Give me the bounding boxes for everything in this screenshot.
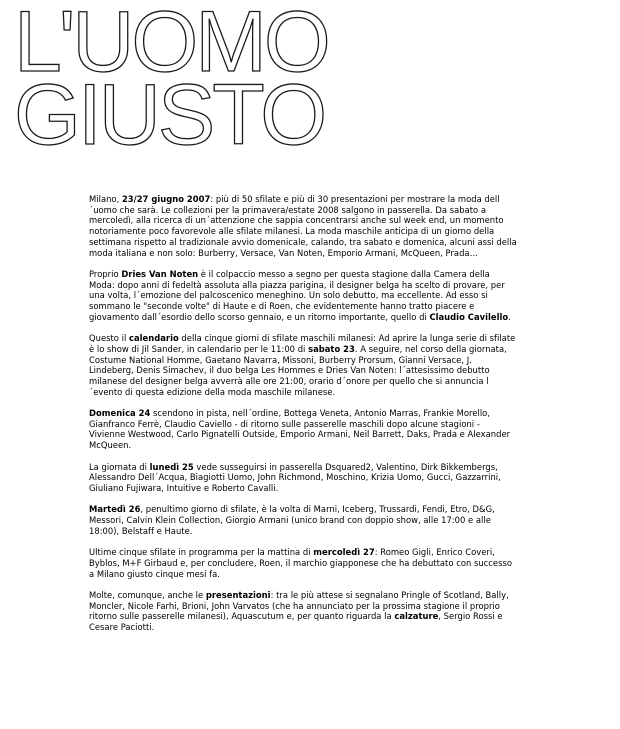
text-run: : Romeo Gigli, Enrico Coveri, Byblos, M+F Girbaud e, per concludere, Roen, il marchio giapponese che ha debuttato con successo a Milano giusto cinque mesi fa. <box>89 547 513 579</box>
text-run: Milano, <box>89 194 122 204</box>
paragraph-dries-van-noten <box>89 269 517 323</box>
text-run: della cinque giorni di sfilate maschili milanesi: Ad aprire la lunga serie di sfilate è lo show di Jil Sander, in calendario per le 11:00 di <box>89 333 516 354</box>
headline <box>14 0 328 163</box>
text-run: , Sergio Rossi e Cesare Paciotti. <box>89 611 503 633</box>
headline-line-1: L'UOMO <box>14 0 328 90</box>
bold-text: sabato 23 <box>308 343 355 354</box>
text-run: Molte, comunque, anche le <box>89 589 206 600</box>
text-run: Proprio <box>89 268 122 279</box>
bold-text: 23/27 giugno 2007 <box>121 194 211 204</box>
text-run: Questo il <box>89 333 130 344</box>
paragraph-martedi <box>89 504 517 536</box>
paragraph-lunedi <box>89 462 517 494</box>
bold-text: lunedì 25 <box>149 461 194 472</box>
text-run: . A seguire, nel corso della giornata, Costume National Homme, Gaetano Navarra, Missoni, Burberry Prorsum, Gianni Versace, J. Lindeberg, Denis Simachev, il duo belga Les Hommes e Dries Van Noten: l´attesissimo debutto milanese del designer belga avverrà alle ore 21:00, orario d´onore per quello che si annuncia l´evento di questa edizione della moda maschile milanese. <box>89 343 507 397</box>
bold-text: Domenica 24 <box>89 408 151 419</box>
text-run: è il colpaccio messo a segno per questa stagione dalla Camera della Moda: dopo anni di fedeltà assoluta alla piazza parigina, il designer belga ha scelto di provare, per una volta, l´emozione del palcoscenico meneghino. Un solo debutto, ma eccellente. Ad esso si sommano le "seconde volte" di Haute e di Roen, che evidentemente hanno tratto piacere e giovamento dall´esordio dello scorso gennaio, e un ritorno importante, quello di <box>89 268 505 322</box>
paragraph-domenica <box>89 408 517 451</box>
bold-text: Martedì 26 <box>89 504 141 515</box>
paragraph-presentazioni <box>89 590 517 633</box>
text-run: Ultime cinque sfilate in programma per la mattina di <box>89 547 314 558</box>
bold-text: Dries Van Noten <box>121 268 199 279</box>
paragraph-intro <box>89 194 517 258</box>
bold-text: calzature <box>394 611 439 622</box>
bold-text: Claudio Cavilello <box>429 311 509 322</box>
paragraph-mercoledi <box>89 547 517 579</box>
text-run: scendono in pista, nell´ordine, Bottega Veneta, Antonio Marras, Frankie Morello, Gianfranco Ferrè, Claudio Caviello - di ritorno sulle passerelle maschili dopo alcune stagioni - Vivienne Westwood, Carlo Pignatelli Outside, Emporio Armani, Neil Barrett, Daks, Prada e Alexander McQueen. <box>89 408 511 451</box>
bold-text: mercoledì 27 <box>313 547 375 558</box>
paragraph-calendario <box>89 333 517 397</box>
text-run: . <box>508 311 511 322</box>
text-run: : più di 50 sfilate e più di 30 presentazioni per mostrare la moda dell´uomo che sarà. Le collezioni per la primavera/estate 2008 salgono in passerella. Da sabato a mercoledì, alla ricerca di un´attenzione che sappia concentrarsi anche sul week end, un momento notoriamente poco favorevole alle sfilate milanesi. La moda maschile anticipa di un giorno della settimana rispetto al tradizionale avvio domenicale, calando, tra sabato e domenica, alcuni assi della moda italiana e non solo: Burberry, Versace, Van Noten, Emporio Armani, McQueen, Prada… <box>89 194 517 258</box>
article-body <box>89 194 517 643</box>
text-run: vede susseguirsi in passerella Dsquared2, Valentino, Dirk Bikkembergs, Alessandro Dell´Acqua, Biagiotti Uomo, John Richmond, Moschino, Krizia Uomo, Gucci, Gazzarrini, Giuliano Fujiwara, Intuitive e Roberto Cavalli. <box>89 461 501 493</box>
text-run: La giornata di <box>89 461 150 472</box>
text-run: : tra le più attese si segnalano Pringle of Scotland, Bally, Moncler, Nicole Farhi, Brioni, John Varvatos (che ha annunciato per la prossima stagione il proprio ritorno sulle passerelle milanesi), Aquascutum e, per quanto riguarda la <box>89 589 509 622</box>
bold-text: presentazioni <box>205 589 271 600</box>
text-run: , penultimo giorno di sfilate, è la volta di Marni, Iceberg, Trussardi, Fendi, Etro, D&G, Messori, Calvin Klein Collection, Giorgio Armani (unico brand con doppio show, alle 17:00 e alle 18:00), Belstaff e Haute. <box>89 504 495 536</box>
bold-text: calendario <box>129 333 179 344</box>
headline-line-2: GIUSTO <box>14 67 325 163</box>
